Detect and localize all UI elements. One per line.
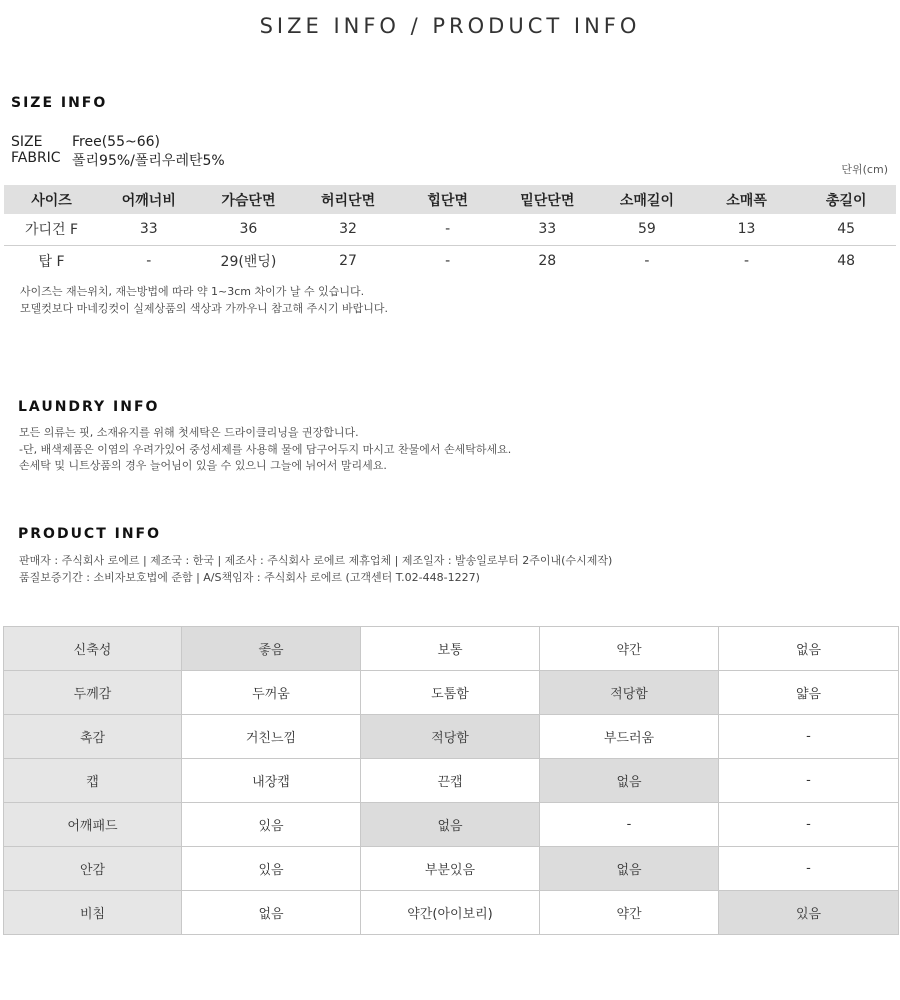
fabric-value: 폴리95%/폴리우레탄5% — [72, 153, 225, 169]
size-info-heading: SIZE INFO — [11, 95, 108, 111]
size-notes — [20, 284, 388, 317]
laundry-line: -단, 배색제품은 이염의 우려가있어 중성세제를 사용해 물에 담구어두지 마시고 찬물에서 손세탁하세요. — [19, 442, 512, 456]
size-value: Free(55~66) — [72, 134, 160, 150]
quality-option-selected: 없음 — [540, 847, 719, 891]
size-label: SIZE — [11, 134, 43, 150]
quality-option: 거친느낌 — [182, 715, 361, 759]
quality-option: 있음 — [182, 803, 361, 847]
quality-row-label: 안감 — [4, 847, 182, 891]
size-table-header: 소매길이 — [597, 185, 697, 214]
table-cell: 45 — [796, 214, 896, 245]
quality-row — [4, 671, 899, 715]
quality-option: 약간 — [540, 627, 719, 671]
quality-option: - — [719, 715, 899, 759]
table-cell: 33 — [99, 214, 199, 245]
quality-row-label: 촉감 — [4, 715, 182, 759]
table-cell: 13 — [697, 214, 797, 245]
size-table-header: 힙단면 — [398, 185, 498, 214]
size-table-header: 밑단단면 — [498, 185, 598, 214]
table-cell: 32 — [298, 214, 398, 245]
quality-option: 없음 — [182, 891, 361, 935]
table-row — [4, 245, 896, 276]
quality-option: - — [540, 803, 719, 847]
laundry-notes — [19, 425, 511, 475]
quality-option: - — [719, 803, 899, 847]
page-title: SIZE INFO / PRODUCT INFO — [259, 14, 641, 38]
quality-option: 없음 — [719, 627, 899, 671]
table-cell: 33 — [498, 214, 598, 245]
table-cell: - — [744, 252, 750, 269]
quality-row-label: 신축성 — [4, 627, 182, 671]
quality-row-label: 캡 — [4, 759, 182, 803]
quality-option: - — [719, 847, 899, 891]
quality-option-selected: 적당함 — [540, 671, 719, 715]
quality-row — [4, 759, 899, 803]
quality-option-selected: 있음 — [719, 891, 899, 935]
table-cell: - — [146, 252, 152, 269]
quality-row — [4, 715, 899, 759]
size-spec-row — [11, 134, 160, 150]
size-table-header: 가슴단면 — [199, 185, 299, 214]
quality-row-label: 어깨패드 — [4, 803, 182, 847]
product-notes — [19, 553, 612, 586]
size-table-header: 어깨너비 — [99, 185, 199, 214]
table-row — [4, 214, 896, 245]
laundry-line: 모든 의류는 핏, 소재유지를 위해 첫세탁은 드라이클리닝을 권장합니다. — [19, 426, 359, 439]
quality-row — [4, 891, 899, 935]
quality-option-selected: 없음 — [361, 803, 540, 847]
quality-option-selected: 좋음 — [182, 627, 361, 671]
quality-option: 도톰함 — [361, 671, 540, 715]
quality-option: 부분있음 — [361, 847, 540, 891]
table-cell: - — [398, 214, 498, 245]
quality-row — [4, 847, 899, 891]
table-cell: 탑 F — [38, 253, 65, 270]
fabric-quality-table — [3, 626, 899, 935]
fabric-label: FABRIC — [11, 150, 61, 166]
unit-note: 단위(cm) — [841, 163, 888, 176]
fabric-spec-row — [11, 150, 225, 170]
product-line: 품질보증기간 : 소비자보호법에 준함 | A/S책임자 : 주식회사 로에르 (고객센터 T.02-448-1227) — [19, 570, 480, 584]
laundry-line: 손세탁 및 니트상품의 경우 늘어님이 있을 수 있으니 그늘에 뉘어서 말리세요. — [19, 459, 387, 472]
quality-option: 있음 — [182, 847, 361, 891]
quality-row — [4, 627, 899, 671]
laundry-info-heading: LAUNDRY INFO — [18, 399, 160, 415]
quality-option: 약간(아이보리) — [361, 891, 540, 935]
table-cell: 29(밴딩) — [220, 253, 277, 270]
product-line: 판매자 : 주식회사 로에르 | 제조국 : 한국 | 제조사 : 주식회사 로에르 제휴업체 | 제조일자 : 발송일로부터 2주이내(수시제작) — [19, 554, 613, 567]
size-table-header: 총길이 — [796, 185, 896, 214]
table-cell: - — [445, 252, 451, 269]
quality-option-selected: 없음 — [540, 759, 719, 803]
size-table-header-row — [4, 185, 896, 214]
size-note-line: 사이즈는 재는위치, 재는방법에 따라 약 1~3cm 차이가 날 수 있습니다. — [20, 285, 365, 298]
table-cell: 59 — [597, 214, 697, 245]
table-cell: - — [644, 252, 650, 269]
table-cell: 48 — [837, 252, 856, 269]
quality-option: 부드러움 — [540, 715, 719, 759]
size-table-header: 사이즈 — [4, 185, 99, 214]
size-table-header: 소매폭 — [697, 185, 797, 214]
table-cell: 28 — [538, 252, 557, 269]
quality-option: 약간 — [540, 891, 719, 935]
quality-option: 두꺼움 — [182, 671, 361, 715]
table-cell: 36 — [199, 214, 299, 245]
table-cell: 가디건 F — [4, 214, 99, 245]
quality-option: 보통 — [361, 627, 540, 671]
quality-option: 얇음 — [719, 671, 899, 715]
quality-row-label: 비침 — [4, 891, 182, 935]
quality-row — [4, 803, 899, 847]
size-note-line: 모델컷보다 마네킹컷이 실제상품의 색상과 가까우니 참고해 주시기 바랍니다. — [20, 301, 389, 315]
quality-option: - — [719, 759, 899, 803]
size-table-header: 허리단면 — [298, 185, 398, 214]
quality-option: 내장캡 — [182, 759, 361, 803]
quality-option-selected: 적당함 — [361, 715, 540, 759]
product-info-heading: PRODUCT INFO — [18, 526, 162, 542]
quality-option: 끈캡 — [361, 759, 540, 803]
quality-row-label: 두께감 — [4, 671, 182, 715]
size-table — [4, 185, 896, 276]
table-cell: 27 — [339, 252, 357, 269]
